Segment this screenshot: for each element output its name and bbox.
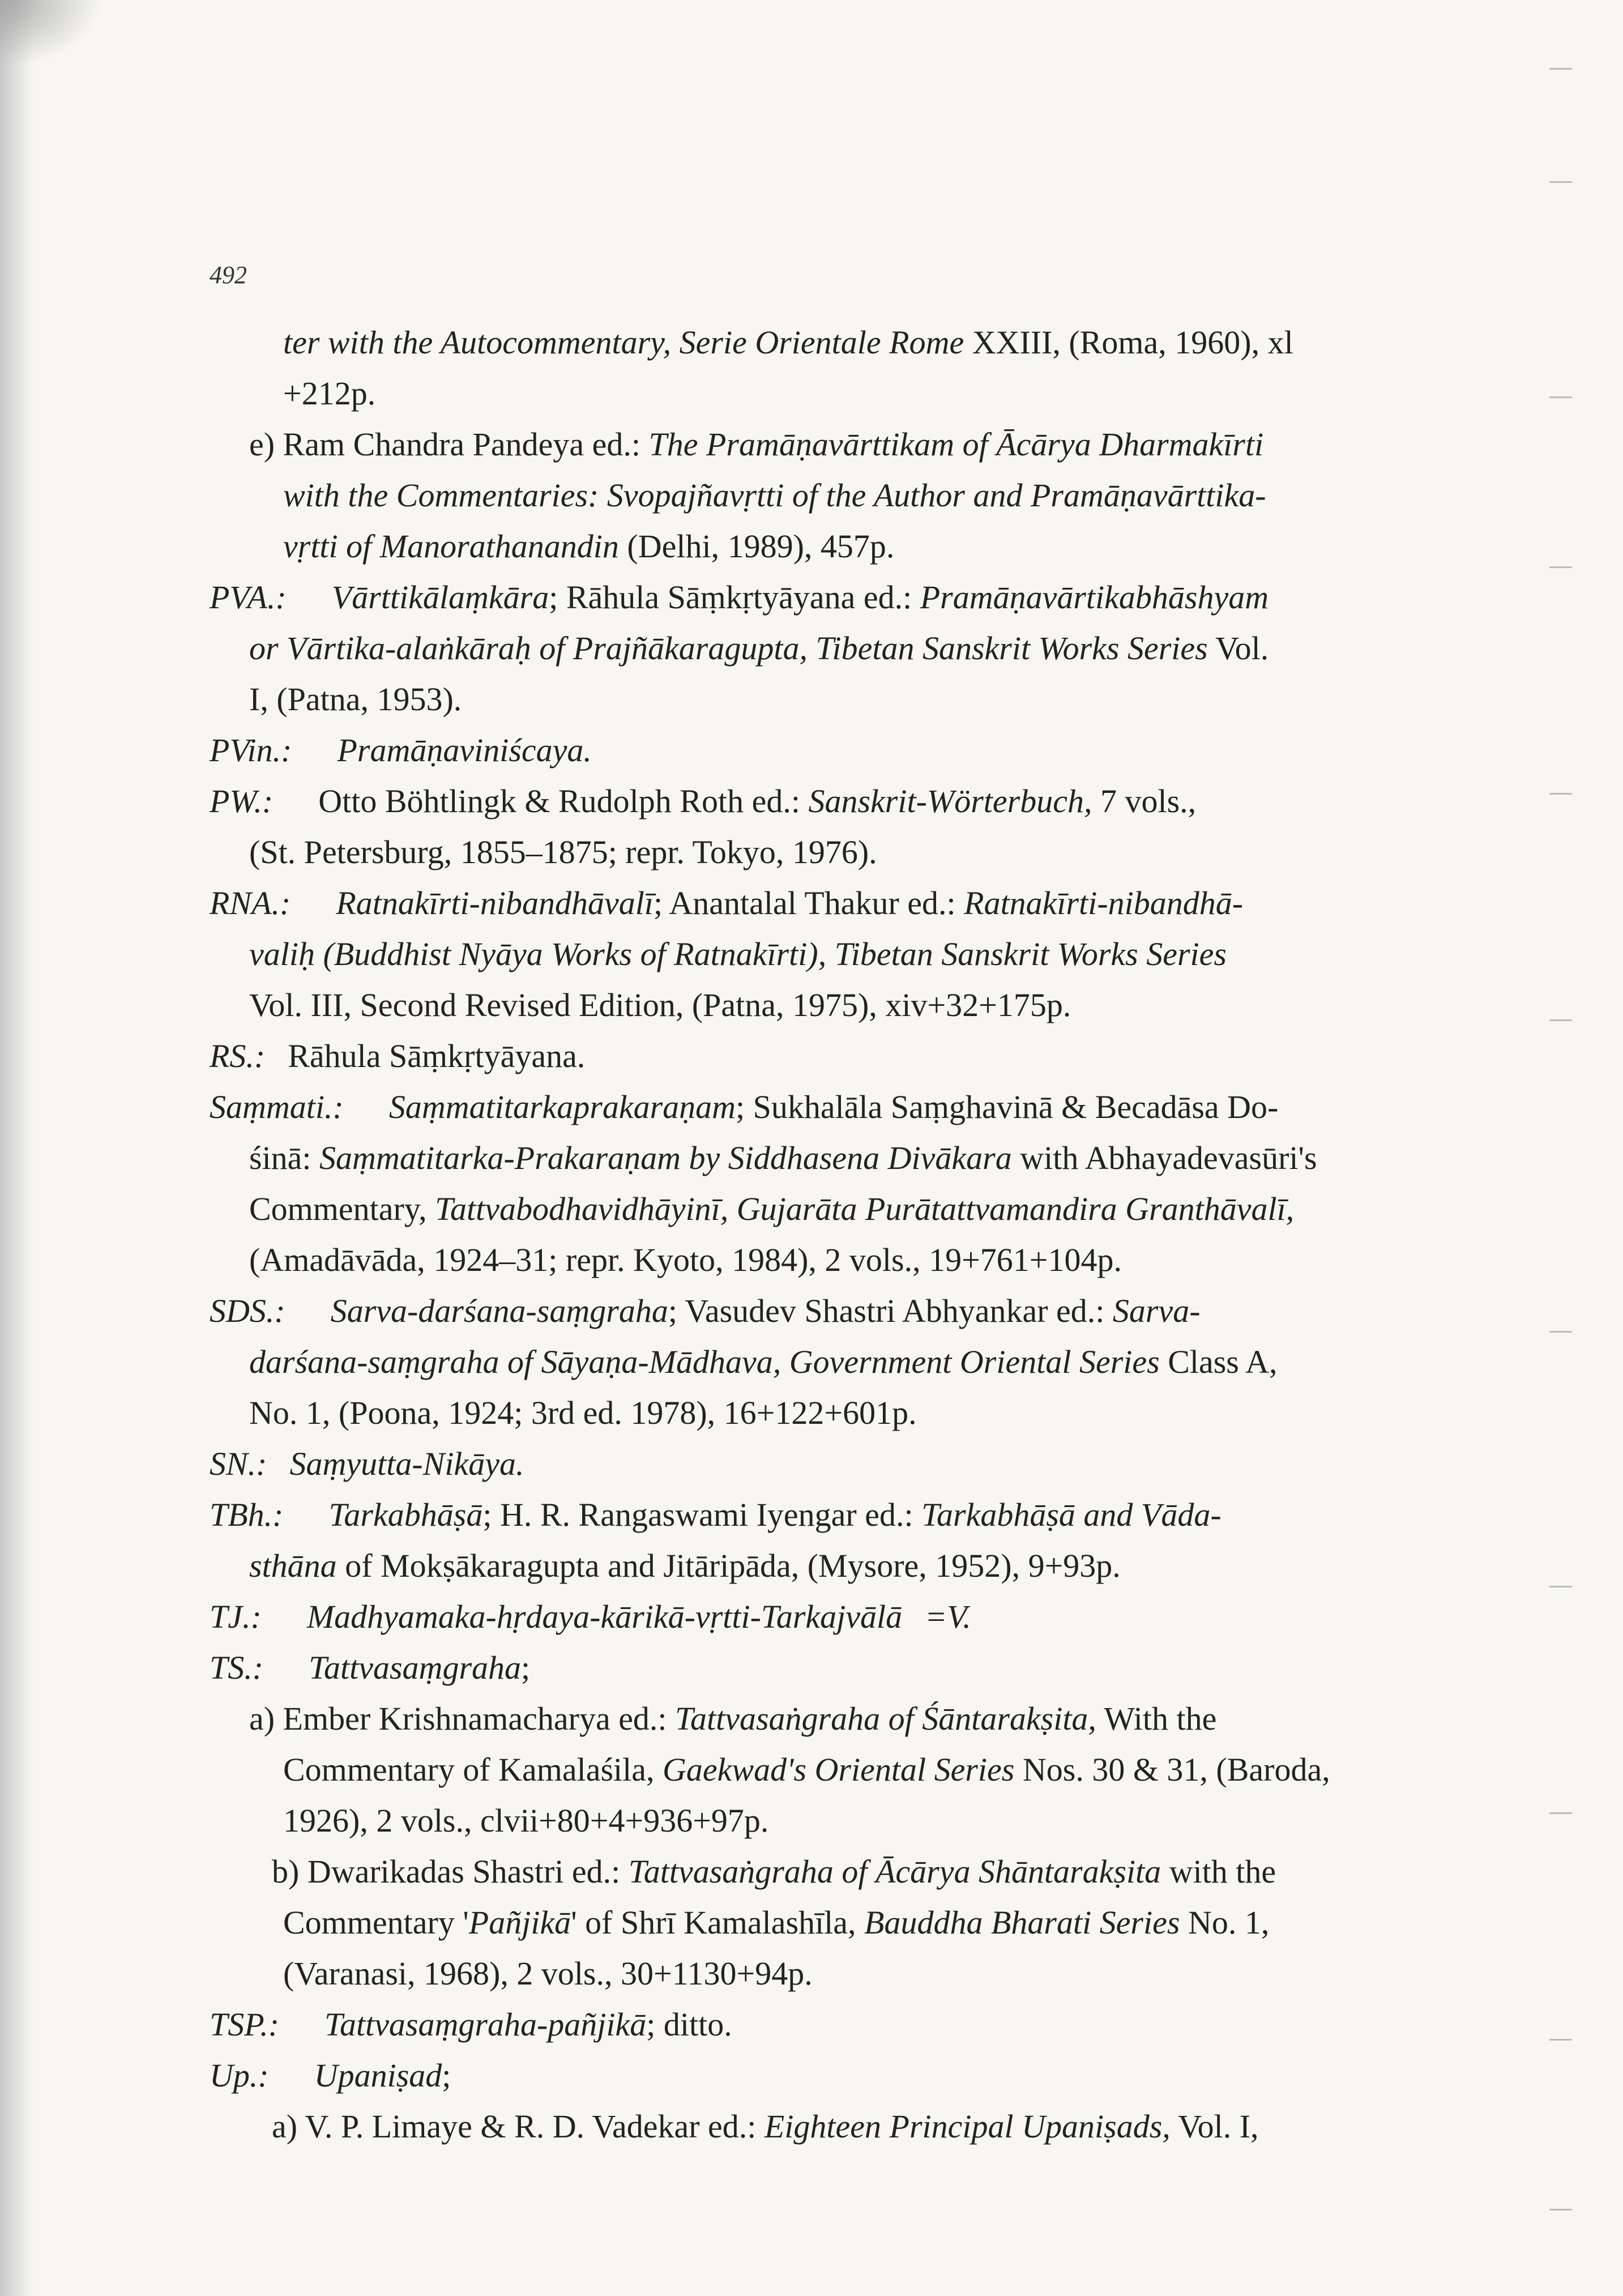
text-segment: Nos. 30 & 31, (Baroda, xyxy=(1014,1751,1330,1788)
text-segment: with the xyxy=(1161,1853,1276,1890)
text-line xyxy=(210,368,1501,419)
italic-text: or Vārtika-alaṅkāraḥ of Prajñākaragupta, Tibetan Sanskrit Works Series xyxy=(249,630,1208,667)
text-line xyxy=(210,1133,1501,1184)
text-segment: Vol. III, Second Revised Edition, (Patna, 1975), xiv+32+175p. xyxy=(249,987,1071,1023)
italic-text: Saṃmatitarkaprakaraṇam xyxy=(388,1089,736,1125)
italic-text: Tattvabodhavidhāyinī, Gujarāta Purātattvamandira Granthāvalī, xyxy=(435,1190,1295,1227)
text-line xyxy=(210,674,1501,725)
text-line xyxy=(210,623,1501,674)
italic-text: Pañjikā xyxy=(468,1904,571,1941)
text-segment: 7 vols., xyxy=(1092,783,1197,820)
italic-text: Tarkabhāṣā and Vāda- xyxy=(921,1496,1221,1533)
text-segment: Vol. xyxy=(1207,630,1269,667)
margin-tick xyxy=(1549,1331,1572,1333)
page-number: 492 xyxy=(210,261,247,289)
text-line xyxy=(210,1490,1501,1540)
text-line xyxy=(210,878,1501,929)
text-line xyxy=(210,1642,1501,1693)
italic-text: RS.: xyxy=(210,1038,266,1074)
italic-text: PW.: xyxy=(210,783,274,820)
text-segment: With the xyxy=(1096,1700,1217,1737)
text-segment: (Delhi, 1989), 457p. xyxy=(618,528,895,565)
italic-text: darśana-saṃgraha of Sāyaṇa-Mādhava, Government Oriental Series xyxy=(249,1343,1160,1380)
italic-text: Pramāṇaviniścaya. xyxy=(337,732,592,769)
scan-shadow-edge xyxy=(0,0,34,2296)
text-segment: ; Rāhula Sāṃkṛtyāyana ed.: xyxy=(549,579,920,616)
text-line xyxy=(210,980,1501,1031)
text-segment: Vol. I, xyxy=(1170,2108,1259,2145)
text-line xyxy=(210,1693,1501,1744)
italic-text: TBh.: xyxy=(210,1496,284,1533)
italic-text: The Pramāṇavārttikam of Ācārya Dharmakīrti xyxy=(648,426,1264,463)
text-segment: with Abhayadevasūri's xyxy=(1011,1140,1317,1176)
text-segment: XXIII, (Roma, 1960), xl xyxy=(964,324,1293,361)
text-line xyxy=(210,2101,1501,2152)
text-line xyxy=(210,1540,1501,1591)
italic-text: Upaniṣad xyxy=(314,2057,442,2094)
italic-text: SN.: xyxy=(210,1445,267,1482)
text-segment: Commentary of Kamalaśila, xyxy=(283,1751,663,1788)
text-segment: ' of Shrī Kamalashīla, xyxy=(571,1904,865,1941)
italic-text: Saṃyutta-Nikāya. xyxy=(289,1445,524,1482)
text-segment: a) V. P. Limaye & R. D. Vadekar ed.: xyxy=(272,2108,764,2145)
text-segment: a) Ember Krishnamacharya ed.: xyxy=(249,1700,676,1737)
italic-text: Tattvasaṃgraha xyxy=(309,1649,522,1686)
margin-tick xyxy=(1549,396,1572,398)
italic-text: Tattvasaṅgraha of Ācārya Shāntarakṣita xyxy=(628,1853,1161,1890)
italic-text: Bauddha Bharati Series xyxy=(864,1904,1180,1941)
text-segment: No. 1, xyxy=(1180,1904,1270,1941)
italic-text: TJ.: xyxy=(210,1598,262,1635)
text-segment: Commentary ' xyxy=(283,1904,469,1941)
italic-text: Ratnakīrti-nibandhā- xyxy=(964,885,1244,921)
italic-text: Up.: xyxy=(210,2057,269,2094)
text-line xyxy=(210,1795,1501,1846)
text-line xyxy=(210,1184,1501,1235)
text-segment: ; xyxy=(442,2057,451,2094)
italic-text: sthāna xyxy=(249,1547,337,1584)
italic-text: Madhyamaka-hṛdaya-kārikā-vṛtti-Tarkajvālā xyxy=(306,1598,903,1635)
text-line xyxy=(210,1999,1501,2050)
margin-tick xyxy=(1549,181,1572,183)
margin-tick xyxy=(1549,2209,1572,2210)
text-segment: I, (Patna, 1953). xyxy=(249,681,462,718)
text-line xyxy=(210,1337,1501,1388)
italic-text: Gaekwad's Oriental Series xyxy=(663,1751,1015,1788)
italic-text: Tarkabhāṣā xyxy=(328,1496,483,1533)
text-line xyxy=(210,827,1501,878)
margin-tick xyxy=(1549,1586,1572,1587)
text-segment: Class A, xyxy=(1159,1343,1278,1380)
text-segment: Rāhula Sāṃkṛtyāyana. xyxy=(288,1038,586,1074)
text-line xyxy=(210,419,1501,470)
text-line xyxy=(210,572,1501,623)
italic-text: vṛtti of Manorathanandin xyxy=(283,528,619,565)
text-segment: Otto Böhtlingk & Rudolph Roth ed.: xyxy=(318,783,809,820)
margin-tick xyxy=(1549,2039,1572,2041)
italic-text: Saṃmati.: xyxy=(210,1089,344,1125)
text-segment: ; Sukhalāla Saṃghavinā & Becadāsa Do- xyxy=(736,1089,1279,1125)
italic-text: SDS.: xyxy=(210,1292,285,1329)
italic-text: PVA.: xyxy=(210,579,287,616)
italic-text: Sarva- xyxy=(1112,1292,1201,1329)
text-line xyxy=(210,521,1501,572)
text-segment: of Mokṣākaragupta and Jitāripāda, (Mysore, 1952), 9+93p. xyxy=(336,1547,1121,1584)
text-line xyxy=(210,1897,1501,1948)
text-segment: ; Vasudev Shastri Abhyankar ed.: xyxy=(668,1292,1113,1329)
margin-tick xyxy=(1549,1812,1572,1814)
text-line xyxy=(210,470,1501,521)
margin-tick xyxy=(1549,68,1572,70)
text-segment: (Amadāvāda, 1924–31; repr. Kyoto, 1984), 2 vols., 19+761+104p. xyxy=(249,1241,1122,1278)
margin-tick xyxy=(1549,566,1572,568)
text-segment: +212p. xyxy=(283,375,376,412)
text-segment: (St. Petersburg, 1855–1875; repr. Tokyo, 1976). xyxy=(249,834,877,870)
italic-text: valiḥ (Buddhist Nyāya Works of Ratnakīrti), Tibetan Sanskrit Works Series xyxy=(249,936,1227,972)
margin-tick xyxy=(1549,793,1572,795)
italic-text: Vārttikālaṃkāra xyxy=(331,579,549,616)
text-line xyxy=(210,1591,1501,1642)
text-segment: 1926), 2 vols., clvii+80+4+936+97p. xyxy=(283,1802,769,1839)
text-segment: ; ditto. xyxy=(646,2006,732,2043)
text-segment: ; H. R. Rangaswami Iyengar ed.: xyxy=(482,1496,922,1533)
text-line xyxy=(210,1439,1501,1490)
text-line xyxy=(210,1948,1501,1999)
italic-text: =V. xyxy=(925,1598,971,1635)
text-line xyxy=(210,1031,1501,1082)
text-line xyxy=(210,2050,1501,2101)
text-line xyxy=(210,929,1501,980)
scan-shadow-corner xyxy=(0,0,102,68)
text-line xyxy=(210,1846,1501,1897)
italic-text: ter with the Autocommentary, Serie Orientale Rome xyxy=(283,324,964,361)
italic-text: with the Commentaries: Svopajñavṛtti of the Author and Pramāṇavārttika- xyxy=(283,477,1266,514)
italic-text: Sanskrit-Wörterbuch, xyxy=(808,783,1092,820)
text-line xyxy=(210,1082,1501,1133)
italic-text: TS.: xyxy=(210,1649,264,1686)
text-segment: ; xyxy=(521,1649,531,1686)
text-segment: Commentary, xyxy=(249,1190,435,1227)
text-segment: śinā: xyxy=(249,1140,320,1176)
italic-text: PVin.: xyxy=(210,732,292,769)
text-line xyxy=(210,776,1501,827)
text-segment: e) Ram Chandra Pandeya ed.: xyxy=(249,426,649,463)
text-line xyxy=(210,1388,1501,1439)
text-line xyxy=(210,1286,1501,1337)
text-segment: (Varanasi, 1968), 2 vols., 30+1130+94p. xyxy=(283,1955,813,1992)
italic-text: TSP.: xyxy=(210,2006,280,2043)
text-segment: b) Dwarikadas Shastri ed.: xyxy=(272,1853,629,1890)
text-line xyxy=(210,725,1501,776)
margin-tick xyxy=(1549,1019,1572,1021)
text-line xyxy=(210,317,1501,368)
text-segment: ; Anantalal Thakur ed.: xyxy=(653,885,964,921)
italic-text: Tattvasaṅgraha of Śāntarakṣita, xyxy=(675,1700,1096,1737)
italic-text: Pramāṇavārtikabhāshyam xyxy=(920,579,1269,616)
bibliography-list xyxy=(210,317,1501,2152)
italic-text: Tattvasaṃgraha-pañjikā xyxy=(324,2006,647,2043)
text-line xyxy=(210,1235,1501,1286)
italic-text: Ratnakīrti-nibandhāvalī xyxy=(336,885,654,921)
italic-text: Sarva-darśana-saṃgraha xyxy=(330,1292,668,1329)
italic-text: Eighteen Principal Upaniṣads, xyxy=(764,2108,1171,2145)
italic-text: Saṃmatitarka-Prakaraṇam by Siddhasena Divākara xyxy=(319,1140,1012,1176)
italic-text: RNA.: xyxy=(210,885,291,921)
text-line xyxy=(210,1744,1501,1795)
text-segment: No. 1, (Poona, 1924; 3rd ed. 1978), 16+122+601p. xyxy=(249,1394,917,1431)
